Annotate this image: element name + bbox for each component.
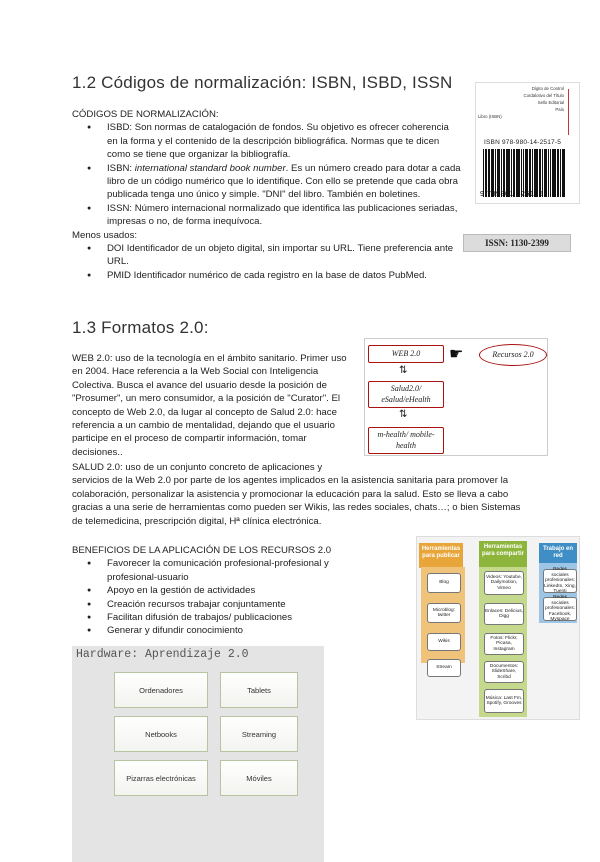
hardware-cell: Ordenadores <box>114 672 208 708</box>
barcode-bar <box>517 149 520 197</box>
map-item: Música: Last Fm, Spotify, Grooves <box>484 689 524 713</box>
list-item: ● Creación recursos trabajar conjuntamente <box>107 598 372 611</box>
web20-diagram <box>364 338 548 456</box>
list-item: ● Generar y difundir conocimiento <box>107 624 372 637</box>
map-item: Wikis <box>427 633 461 651</box>
barcode-bar <box>535 149 538 197</box>
barcode-label: Cordalotivo del Título <box>523 93 564 98</box>
barcode-label: País <box>555 107 564 112</box>
hardware-cell: Streaming <box>220 716 298 752</box>
hardware-image <box>72 646 324 862</box>
section-title-1-3: 1.3 Formatos 2.0: <box>72 318 209 337</box>
benefits-heading: BENEFICIOS DE LA APLICACIÓN DE LOS RECURSOS 2.0 <box>72 545 332 556</box>
barcode-bar <box>499 149 500 197</box>
barcode-bar <box>560 149 561 197</box>
list-item <box>107 162 462 202</box>
cycle-arrow-icon: ⇅ <box>399 365 408 376</box>
map-item: Microblog: twitter <box>427 603 461 623</box>
barcode-bar <box>513 149 515 197</box>
map-col-header: Herramientas para publicar <box>419 543 463 568</box>
barcode-legend <box>478 85 564 120</box>
legend-line <box>568 89 569 135</box>
barcode-bar <box>550 149 551 197</box>
map-col-header: Trabajo en red <box>539 543 577 564</box>
diagram-mhealth: m-health/ mobile-health <box>368 427 444 454</box>
menos-usados-heading: Menos usados: <box>72 229 138 241</box>
map-item: Redes sociales profesionales: Facebook, Myspace <box>543 597 577 621</box>
barcode-bars <box>483 149 573 197</box>
map-col-header: Herramientas para compartir <box>479 541 527 570</box>
salud20-rest: servicios de la Web 2.0 por parte de los agentes implicados en la asistencia sanitaria para promover la colaboración, personalizar la asistencia y promocionar la educación para la salud. Esto se lleva a cabo gracias a una serie de herramientas como pueden ser Wikis, las redes sociales, chats…; o bien Sistemas de telemedicina, prescripción digital, Hª clínica electrónica. <box>72 475 521 527</box>
diagram-recursos: Recursos 2.0 <box>479 344 547 366</box>
web20-paragraph: WEB 2.0: uso de la tecnología en el ámbito sanitario. Primer uso en 2004. Hace referencia a la Web Social con Inteligencia Colectiva. Busca el avance del usuario desde la posición de "Prosumer", un mero consumidor, a la posición de "Curator". El concepto de Web 2.0, da lugar al concepto de Salud 2.0: hace referencia a un cambio de mentalidad, dejando que el usuario participe en el proceso de compartir información, tomar decisiones.. <box>72 353 347 458</box>
barcode-bar <box>527 149 528 197</box>
map-item: Documentos: SlideShare, Scribd <box>484 661 524 683</box>
barcode-label: Dígito de Control <box>531 86 564 91</box>
diagram-salud: Salud2.0/ eSalud/eHealth <box>368 381 444 408</box>
hardware-cell: Netbooks <box>114 716 208 752</box>
barcode-bar <box>523 149 524 197</box>
map-item: Stream <box>427 659 461 677</box>
salud20-line1: SALUD 2.0: uso de un conjunto concreto de aplicaciones y <box>72 462 323 473</box>
codes-list <box>72 121 462 228</box>
salud20-paragraph <box>72 461 532 528</box>
tools-concept-map <box>416 536 580 720</box>
hardware-cell: Tablets <box>220 672 298 708</box>
less-used-list <box>72 242 462 282</box>
hardware-cell: Pizarras electrónicas <box>114 760 208 796</box>
barcode-bar <box>563 149 565 197</box>
barcode-label: Sello Editorial <box>537 100 564 105</box>
cycle-arrow-icon: ⇅ <box>399 409 408 420</box>
list-item: ● PMID Identificador numérico de cada registro en la base de datos PubMed. <box>107 269 462 282</box>
map-item: Blog <box>427 573 461 593</box>
hardware-title: Hardware: Aprendizaje 2.0 <box>76 648 249 661</box>
list-item: ● ISSN: Número internacional normalizado que identifica las publicaciones seriadas, impresas o no, de forma inequívoca. <box>107 202 462 229</box>
issn-label-image: ISSN: 1130-2399 <box>463 234 571 252</box>
section-title-1-2: 1.2 Códigos de normalización: ISBN, ISBD, ISSN <box>72 73 453 92</box>
barcode-bar <box>542 149 543 197</box>
barcode-bar <box>555 149 556 197</box>
barcode-bar <box>532 149 533 197</box>
barcode-bar <box>495 149 496 197</box>
barcode-label: Libro (ISBN) <box>478 114 502 119</box>
map-item: Enlaces: Delicius, Digg <box>484 603 524 625</box>
list-item: ● Apoyo en la gestión de actividades <box>107 584 372 597</box>
barcode-bar <box>545 149 547 197</box>
codes-heading: CÓDIGOS DE NORMALIZACIÓN: <box>72 109 219 120</box>
map-item: Videos: Youtube, Dailymotion, Vimeo <box>484 571 524 595</box>
barcode-bar <box>489 149 490 197</box>
isbn-prefix: ISBN: <box>107 162 135 174</box>
list-item: ● Facilitan difusión de trabajos/ publicaciones <box>107 611 372 624</box>
barcode-isbn-text: ISBN 978-980-14-2517-5 <box>484 139 562 146</box>
list-item: ● DOI Identificador de un objeto digital, sin importar su URL. Tiene preferencia ante URL. <box>107 242 462 269</box>
map-item: Fotos: Flickr, Picasa, Instagram <box>484 633 524 655</box>
diagram-web20: WEB 2.0 <box>368 345 444 363</box>
isbn-term: international standard book number <box>134 162 286 174</box>
benefits-block <box>72 544 372 638</box>
barcode-bar <box>485 149 487 197</box>
hardware-cell: Móviles <box>220 760 298 796</box>
isbn-description: Es un número creado para dotar a cada libro de un código numérico que lo identifique. Con ello se pretende que cada obra publicada tenga uno único y simple. "DNI" del libro. También en boletines. <box>107 162 461 201</box>
isbn-desc: . <box>285 162 292 174</box>
map-item: Redes sociales profesionales: LinkedIn, Xing, Tuenti <box>544 567 576 595</box>
barcode-bar <box>503 149 505 197</box>
barcode-bar <box>509 149 510 197</box>
list-item: ● ISBD: Son normas de catalogación de fondos. Su objetivo es ofrecer coherencia en la forma y el contenido de la descripción bibliográfica. Normas que te dicen como se tiene que organizar la bibliografía. <box>107 121 462 161</box>
pointing-hand-icon: ☛ <box>449 346 464 363</box>
benefits-list <box>72 557 372 637</box>
isbn-barcode-image <box>475 82 580 204</box>
list-item: ● Favorecer la comunicación profesional-profesional y profesional-usuario <box>107 557 372 584</box>
codes-block <box>72 108 462 282</box>
barcode-digits: 9 789801 425175 <box>480 191 544 198</box>
